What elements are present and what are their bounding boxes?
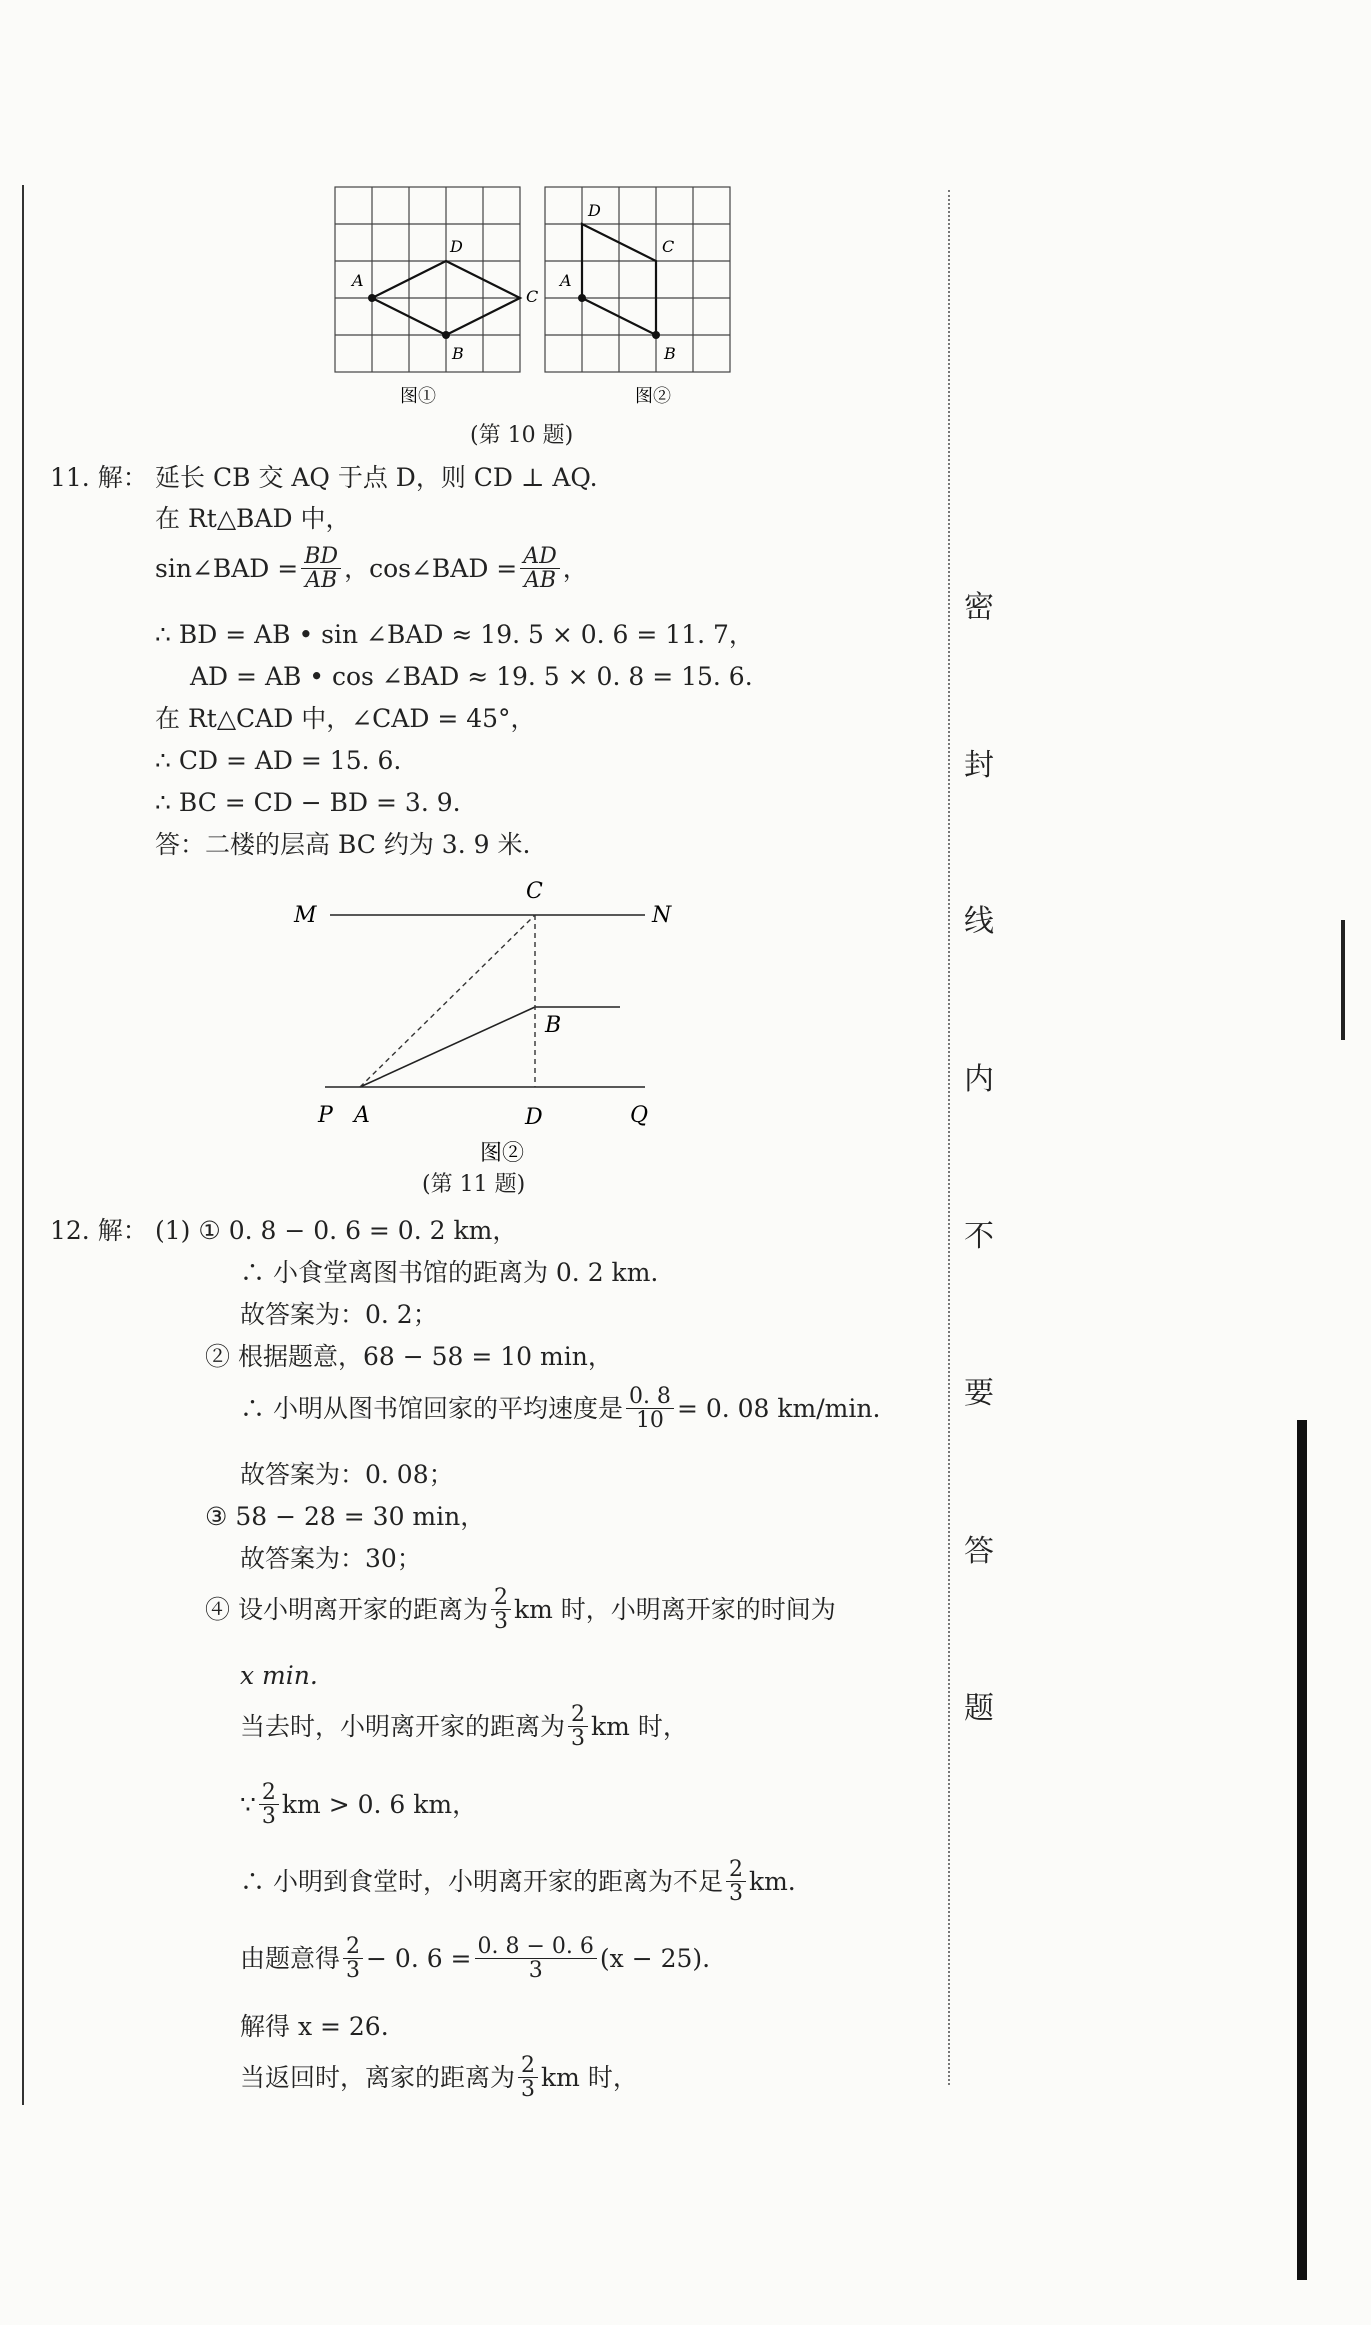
sin-expr: sin∠BAD = [155,554,299,584]
q12-number: 12. 解： [50,1216,148,1245]
q12-line: ② 根据题意，68 − 58 = 10 min， [205,1342,613,1371]
fraction: $\frac{BD}{AB}$ [301,545,341,592]
point-b [442,331,450,339]
q12-line: ∴ 小明到食堂时，小明离开家的距离为不足 $\frac{2}{3}$ km. [240,1857,796,1907]
q12-line: (1) ① 0. 8 − 0. 6 = 0. 2 km， [155,1216,518,1245]
fig1-label-c: C [526,287,539,306]
q11-trig-line: sin∠BAD = $\frac{BD}{AB}$ ，cos∠BAD = $\frac{AD}{AB}$ ， [155,544,588,594]
binding-edge-mark [1341,920,1345,1040]
q12-line: x min. [240,1661,318,1690]
q11-line: ∴ CD = AD = 15. 6. [155,746,402,775]
binding-edge-dark [1297,1420,1307,2280]
q11-line: 在 Rt△BAD 中， [155,504,351,533]
q12-line: 解得 x = 26. [240,2012,389,2041]
seal-char: 密 [964,590,994,625]
caption-q11: (第 11 题) [422,1172,526,1197]
seal-char: 线 [964,904,994,939]
seal-char: 题 [964,1691,994,1726]
fraction: $\frac{0. 8}{10}$ [626,1385,674,1432]
left-margin-line [22,185,24,2105]
q12-line: ④ 设小明离开家的距离为 $\frac{2}{3}$ km 时，小明离开家的时间为 [205,1585,836,1635]
q12-line: ∴ 小明从图书馆回家的平均速度是 $\frac{0. 8}{10}$ = 0. 08 km/min. [240,1384,881,1434]
cos-expr: ，cos∠BAD = [344,554,518,584]
q12-line: ∵ $\frac{2}{3}$ km > 0. 6 km， [240,1780,478,1830]
fig1-label: 图① [400,386,436,407]
fraction: $\frac{2}{3}$ [726,1858,746,1905]
caption-q10: (第 10 题) [470,423,574,448]
seal-char: 封 [964,748,994,783]
fig2-label-b: B [664,344,676,363]
fraction: $\frac{0. 8 - 0. 6}{3}$ [475,1935,597,1982]
label-n: N [652,903,672,928]
seal-dotted-line [948,190,950,2085]
seal-char: 内 [964,1062,994,1097]
label-a: A [354,1103,370,1128]
label-b: B [545,1013,562,1038]
fraction: $\frac{2}{3}$ [491,1586,511,1633]
q12-line: 故答案为：0. 2； [240,1300,438,1329]
label-p: P [318,1103,333,1128]
segment-ab [360,1007,535,1087]
fig2-label-d: D [588,201,601,220]
fig11-label: 图② [480,1141,525,1162]
fig1-label-d: D [450,237,463,256]
q12-line: 当返回时，离家的距离为 $\frac{2}{3}$ km 时， [240,2053,638,2103]
q11-answer: 答：二楼的层高 BC 约为 3. 9 米. [155,830,531,859]
figure-10 [330,182,740,432]
fig1-label-a: A [352,271,364,290]
seal-char: 答 [964,1534,994,1569]
q11-number: 11. 解： [50,463,148,492]
q12-line: 故答案为：30； [240,1544,422,1573]
fig2-label-a: A [560,271,572,290]
fraction: $\frac{2}{3}$ [343,1935,363,1982]
fig1-label-b: B [452,344,464,363]
q11-line: 在 Rt△CAD 中，∠CAD = 45°， [155,704,536,733]
label-q: Q [630,1103,649,1128]
label-d: D [525,1105,543,1130]
fig2-label-c: C [662,237,675,256]
fraction: $\frac{2}{3}$ [518,2054,538,2101]
seal-char: 不 [964,1219,994,1254]
q12-line: 由题意得 $\frac{2}{3}$ − 0. 6 = $\frac{0. 8 - 0. 6}{3}$ (x − 25). [240,1934,711,1984]
fig2-label: 图② [635,386,671,407]
label-c: C [526,879,543,904]
q12-line: 故答案为：0. 08； [240,1460,454,1489]
dashed-ac [360,915,535,1087]
q11-line: ∴ BC = CD − BD = 3. 9. [155,788,461,817]
fraction: $\frac{2}{3}$ [259,1781,279,1828]
point-a [368,294,376,302]
q11-line: AD = AB • cos ∠BAD ≈ 19. 5 × 0. 8 = 15. 6. [190,662,753,691]
q11-line: ∴ BD = AB • sin ∠BAD ≈ 19. 5 × 0. 6 = 11. 7， [155,620,754,649]
q11-line: 延长 CB 交 AQ 于点 D，则 CD ⊥ AQ. [155,463,598,492]
label-m: M [294,903,317,928]
fraction: $\frac{2}{3}$ [568,1703,588,1750]
fraction: $\frac{AD}{AB}$ [520,545,560,592]
point-a2 [578,294,586,302]
seal-char: 要 [964,1376,994,1411]
q12-line: ∴ 小食堂离图书馆的距离为 0. 2 km. [240,1258,659,1287]
point-b2 [652,331,660,339]
figure-11 [280,872,700,1162]
q12-line: 当去时，小明离开家的距离为 $\frac{2}{3}$ km 时， [240,1702,688,1752]
q12-line: ③ 58 − 28 = 30 min， [205,1502,486,1531]
grid-fig2 [545,187,730,372]
